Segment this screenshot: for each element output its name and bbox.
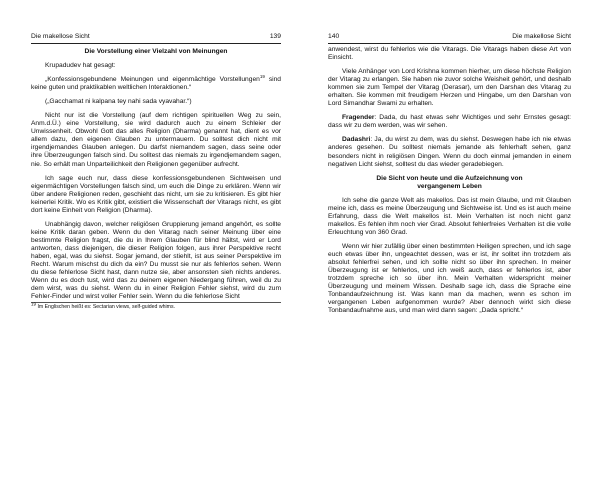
right-page (328, 0, 571, 485)
paragraph: Ich sehe die ganze Welt als makellos. Das ist mein Glaube, und mit Glauben meine ich, dass es meine Überzeugung und Sichtweise ist. Und es ist auch meine Erfahrung, dass die Welt makellos ist. Mein Verhalten ist noch nicht ganz makellos. Es fehlen ihm noch vier Grad. Absolut fehlerfreies Verhalten ist die volle Erleuchtung von 360 Grad. (328, 196, 571, 236)
footnote (31, 302, 281, 310)
running-title: Die makellose Sicht (512, 33, 571, 40)
quote-german (31, 73, 281, 92)
dialogue-question (328, 114, 571, 130)
footnote-marker: 19 (259, 73, 265, 79)
section-heading (328, 175, 571, 191)
paragraph: Ich sage euch nur, dass diese konfessionsgebundenen Sichtweisen und eigenmächtigen Vorstellungen falsch sind, um euch die Dinge zu erklären. Wenn wir über andere Religionen reden, geschieht das nicht, um sie zu kritisieren. Es gibt hier keinerlei Kritik. Wo es Kritik gibt, existiert die Wissenschaft der Vitarags nicht, es gibt dort keine Einheit von Religion (Dharma). (31, 174, 281, 214)
right-page-body (328, 46, 571, 315)
answerer-label: Dadashri (342, 136, 371, 144)
footnote-number: 19 (31, 301, 37, 307)
footnote-text: Im Englischen heißt es: Sectarian views, self-guided whims. (37, 303, 175, 310)
answer-text: : Ja, du wirst zu dem, was du siehst. Deswegen habe ich nie etwas anderes gesehen. Du solltest niemals jemande als fehlerhaft sehen, ganz besonders nicht in religiösen Dingen. Wenn du doch einmal jemanden in einem negativen Licht siehst, solltest du das wieder geradebiegen. (328, 136, 571, 168)
quote-german-end: sind keine guten und praktikablen weltlichen Interaktionen.“ (31, 76, 281, 92)
section-heading-line-1: Die Sicht von heute und die Aufzeichnung von (376, 174, 523, 182)
paragraph: Wenn wir hier zufällig über einen bestimmten Heiligen sprechen, und ich sage euch etwas über ihn, ungeachtet dessen, was er ist, ihr solltet ihn trotzdem als absolut fehlerfrei sehen, und ich sollte nicht so über ihn sprechen. In meiner Überzeugung ist er fehlerlos, und ich weiß auch, dass er fehlerlos ist, aber trotzdem spreche ich so über ihn. Mein Verhalten widerspricht meiner Überzeugung und meinem Wissen. Deshalb sage ich, dass die Sprache eine Tonbandaufzeichnung ist. Was kann man da machen, wenn es schon im vergangenen Leben aufgenommen wurde? Aber dennoch wirkt sich diese Tonbandaufnahme aus, und man wird dann sagen: „Dada spricht.“ (328, 242, 571, 315)
section-heading: Die Vorstellung einer Vielzahl von Meinungen (84, 48, 228, 55)
page-number: 140 (328, 33, 340, 40)
speaker-intro: Krupadudev hat gesagt: (45, 62, 116, 70)
left-page-header (31, 32, 281, 44)
questioner-label: Fragender (342, 114, 375, 122)
running-title: Die makellose Sicht (31, 33, 90, 40)
quote-original: („Gacchamat ni kalpana tey nahi sada vyavahar.“) (45, 98, 192, 106)
paragraph: Unabhängig davon, welcher religiösen Gruppierung jemand angehört, es sollte keine Kritik daran geben. Wenn du den Vitarag nach seiner Meinung über eine bestimmte Religion fragst, die du in Ihrem Glauben für blind hältst, wird er Lord antworten, dass diejenigen, die dieser Religion folgen, aus ihrer Perspektive recht haben, egal, was du siehst. Sogar jemand, der stiehlt, ist aus seiner Perspektive im Recht. Warum mischst du dich da ein? Du musst sie nur als fehlerlos sehen. Wenn du diese fehlerlose Sicht hast, dann nutze sie, aber ansonsten sieh nichts anderes. Wenn du es doch tust, wird das zu deinem eigenen Niedergang führen, weil du zu dem wirst, was du siehst. Wenn du in einer Religion Fehler siehst, wird du zum Fehler-Finder und wirst voller Fehler sein. Wenn du die fehlerlose Sicht (31, 220, 281, 301)
question-text: : Dada, du hast etwas sehr Wichtiges und sehr Ernstes gesagt: dass wir zu dem werden, was wir sehen. (328, 114, 571, 130)
section-heading-line-2: vergangenem Leben (417, 182, 482, 190)
right-page-header (328, 32, 571, 44)
page-number: 139 (269, 33, 281, 40)
left-page-body (31, 48, 281, 310)
dialogue-answer (328, 136, 571, 168)
quote-german-text: „Konfessionsgebundene Meinungen und eigenmächtige Vorstellungen (45, 76, 260, 84)
paragraph: Viele Anhänger von Lord Krishna kommen hierher, um diese höchste Religion der Vitarag zu erlangen. Sie haben nie zuvor solche Weisheit gehört, und deshalb kommen sie zum Tempel der Vitarag (Derasar), um den Darshan des Vitarag zu erhalten. Sie kommen mit freudigem Herzen und Hingabe, um den Darshan von Lord Simandhar Swami zu erhalten. (328, 68, 571, 108)
paragraph: Nicht nur ist die Vorstellung (auf dem richtigen spirituellen Weg zu sein, Anm.d.Ü.) eine Vorstellung, sie wird dadurch auch zu einem Schleier der Unwissenheit. Obwohl Gott das alles Religion (Dharma) genannt hat, dient es vor allem dazu, den eigenen Glauben zu untermauern. Du solltest dich nicht mit irgendjemandes Glauben anlegen. Du darfst niemandem sagen, dass seine oder ihre Überzeugungen falsch sind. Du solltest das niemals zu irgendjemandem sagen, nie. So erhält man Unparteilichkeit den Religionen gegenüber aufrecht. (31, 112, 281, 168)
paragraph-continuation: anwendest, wirst du fehlerlos wie die Vitarags. Die Vitarags haben diese Art von Einsicht. (328, 46, 571, 62)
left-page (31, 0, 281, 485)
